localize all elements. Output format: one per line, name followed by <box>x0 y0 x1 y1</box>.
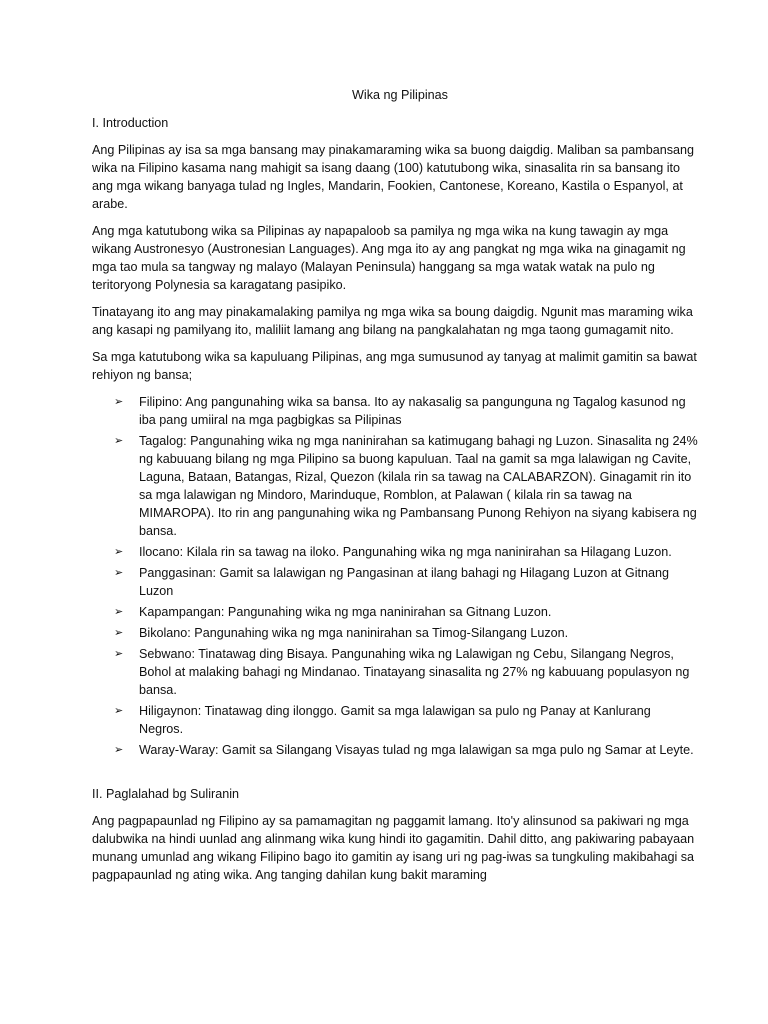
list-item <box>92 543 698 561</box>
arrow-bullet-icon: ➢ <box>114 705 124 717</box>
list-item-text: Ilocano: Kilala rin sa tawag na iloko. Pangunahing wika ng mga naninirahan sa Hilagang Luzon. <box>139 545 672 559</box>
list-item <box>92 645 698 699</box>
section-spacer <box>92 771 698 785</box>
list-item <box>92 393 698 429</box>
list-item <box>92 432 698 540</box>
arrow-bullet-icon: ➢ <box>114 648 124 660</box>
document-title: Wika ng Pilipinas <box>352 88 448 102</box>
language-list <box>92 393 698 759</box>
arrow-bullet-icon: ➢ <box>114 606 124 618</box>
list-item <box>92 603 698 621</box>
arrow-bullet-icon: ➢ <box>114 567 124 579</box>
section-heading-introduction: I. Introduction <box>92 116 169 130</box>
paragraph: Sa mga katutubong wika sa kapuluang Pilipinas, ang mga sumusunod ay tanyag at malimit gamitin sa bawat rehiyon ng bansa; <box>92 350 697 382</box>
list-item <box>92 564 698 600</box>
list-item-text: Waray-Waray: Gamit sa Silangang Visayas tulad ng mga lalawigan sa mga pulo ng Samar at Leyte. <box>139 743 694 757</box>
list-item-text: Tagalog: Pangunahing wika ng mga naninirahan sa katimugang bahagi ng Luzon. Sinasalita ng 24% ng kabuuang bilang ng mga Pilipino sa buong kapuluan. Taal na gamit sa mga lalawigan ng Cavite, Laguna, Bataan, Batangas, Rizal, Quezon (kilala rin sa tawag na CALABARZON). Ginagamit rin ito sa mga lalawigan ng Mindoro, Marinduque, Romblon, at Palawan ( kilala rin sa tawag na MIMAROPA). Ito rin ang pangunahing wika ng Pambansang Punong Rehiyon na siyang kabisera ng bansa. <box>139 434 698 538</box>
list-item <box>92 624 698 642</box>
arrow-bullet-icon: ➢ <box>114 435 124 447</box>
list-item-text: Bikolano: Pangunahing wika ng mga naninirahan sa Timog-Silangang Luzon. <box>139 626 569 640</box>
section-heading-problem-statement: II. Paglalahad bg Suliranin <box>92 787 240 801</box>
arrow-bullet-icon: ➢ <box>114 627 124 639</box>
list-item-text: Hiligaynon: Tinatawag ding ilonggo. Gamit sa mga lalawigan sa pulo ng Panay at Kanlurang Negros. <box>139 704 651 736</box>
arrow-bullet-icon: ➢ <box>114 396 124 408</box>
list-item-text: Panggasinan: Gamit sa lalawigan ng Pangasinan at ilang bahagi ng Hilagang Luzon at Gitnang Luzon <box>139 566 670 598</box>
list-item-text: Filipino: Ang pangunahing wika sa bansa. Ito ay nakasalig sa pangunguna ng Tagalog kasunod ng iba pang umiiral na mga pagbigkas sa Pilipinas <box>139 395 686 427</box>
paragraph: Tinatayang ito ang may pinakamalaking pamilya ng mga wika sa boung daigdig. Ngunit mas maraming wika ang kasapi ng pamilyang ito, maliliit lamang ang bilang na pangkalahatan ng mga taong gumagamit nito. <box>92 305 693 337</box>
arrow-bullet-icon: ➢ <box>114 744 124 756</box>
paragraph: Ang pagpapaunlad ng Filipino ay sa pamamagitan ng paggamit lamang. Ito'y alinsunod sa pakiwari ng mga dalubwika na hindi uunlad ang alinmang wika kung hindi ito gagamitin. Dahil ditto, ang pakiwaring pabayaan munang umunlad ang wikang Filipino bago ito gamitin ay isang uri ng pag-iwas sa tungkuling makibahagi sa pagpapaunlad ng ating wika. Ang tanging dahilan kung bakit maraming <box>92 814 695 882</box>
list-item-text: Kapampangan: Pangunahing wika ng mga naninirahan sa Gitnang Luzon. <box>139 605 552 619</box>
arrow-bullet-icon: ➢ <box>114 546 124 558</box>
list-item <box>92 741 698 759</box>
list-item <box>92 702 698 738</box>
list-item-text: Sebwano: Tinatawag ding Bisaya. Pangunahing wika ng Lalawigan ng Cebu, Silangang Negros, Bohol at malaking bahagi ng Mindanao. Tinatayang sinasalita ng 27% ng kabuuang populasyon ng bansa. <box>139 647 690 697</box>
paragraph: Ang mga katutubong wika sa Pilipinas ay napapaloob sa pamilya ng mga wika na kung tawagin ay mga wikang Austronesyo (Austronesian Languages). Ang mga ito ay ang pangkat ng mga wika na ginagamit ng mga tao mula sa tangway ng malayo (Malayan Peninsula) hanggang sa mga watak watak na pulo ng teritoryong Polynesia sa karagatang pasipiko. <box>92 224 686 292</box>
paragraph: Ang Pilipinas ay isa sa mga bansang may pinakamaraming wika sa buong daigdig. Maliban sa pambansang wika na Filipino kasama nang mahigit sa isang daang (100) katutubong wika, sinasalita rin sa bansang ito ang mga wikang banyaga tulad ng Ingles, Mandarin, Fookien, Cantonese, Koreano, Kastila o Espanyol, at arabe. <box>92 143 695 211</box>
